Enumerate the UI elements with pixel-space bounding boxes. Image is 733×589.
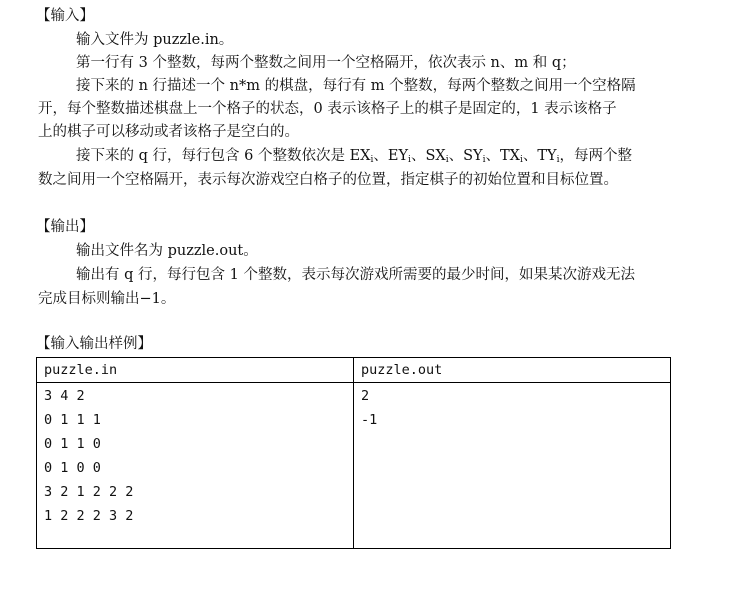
output-file-header: puzzle.out bbox=[354, 358, 671, 383]
para3-suffix: ，每两个整 bbox=[559, 148, 633, 164]
var-ty: $TY_i$ bbox=[537, 148, 560, 165]
output-para1-line2: 完成目标则输出−1。 bbox=[38, 291, 176, 307]
sample-input-line: 3 2 1 2 2 2 bbox=[44, 484, 134, 500]
output-para1-line1: 输出有 q 行，每行包含 1 个整数，表示每次游戏所需要的最少时间，如果某次游戏无法 bbox=[76, 267, 635, 283]
input-para2-line2: 开，每个整数描述棋盘上一个格子的状态，0 表示该格子上的棋子是固定的，1 表示该格子 bbox=[38, 101, 617, 117]
input-para3-line1: 接下来的 q 行，每行包含 6 个整数依次是 $EX_i$、$EY_i$、$SX_i$、$SY_i$、$TX_i$、$TY_i$，每两个整 bbox=[76, 148, 633, 165]
var-ey: $EY_i$ bbox=[387, 148, 411, 165]
input-file-header: puzzle.in bbox=[37, 358, 354, 383]
input-file-line: 输入文件为 puzzle.in。 bbox=[76, 32, 234, 48]
sample-output-line: -1 bbox=[361, 412, 378, 428]
para3-prefix: 接下来的 q 行，每行包含 6 个整数依次是 bbox=[76, 148, 350, 164]
sample-output-line: 2 bbox=[361, 388, 370, 404]
sample-input-line: 0 1 1 1 bbox=[44, 412, 101, 428]
sample-input-line: 1 2 2 2 3 2 bbox=[44, 508, 134, 524]
sample-input-line: 0 1 0 0 bbox=[44, 460, 101, 476]
sample-output-cell bbox=[354, 383, 671, 549]
output-heading: 【输出】 bbox=[36, 219, 94, 235]
input-heading: 【输入】 bbox=[36, 8, 94, 24]
var-sy: $SY_i$ bbox=[463, 148, 486, 165]
input-para2-line1: 接下来的 n 行描述一个 n*m 的棋盘，每行有 m 个整数，每两个整数之间用一个空格隔 bbox=[76, 78, 636, 94]
sample-table-body bbox=[37, 383, 671, 549]
input-para2-line3: 上的棋子可以移动或者该格子是空白的。 bbox=[38, 124, 299, 140]
output-file-line: 输出文件名为 puzzle.out。 bbox=[76, 243, 258, 259]
sample-table bbox=[36, 357, 671, 549]
sample-heading: 【输入输出样例】 bbox=[36, 336, 152, 352]
var-ex: $EX_i$ bbox=[349, 148, 374, 165]
sample-input-cell bbox=[37, 383, 354, 549]
var-tx: $TX_i$ bbox=[500, 148, 523, 165]
sample-table-header bbox=[37, 358, 671, 383]
var-sx: $SX_i$ bbox=[425, 148, 449, 165]
sample-input-line: 3 4 2 bbox=[44, 388, 85, 404]
input-para1: 第一行有 3 个整数，每两个整数之间用一个空格隔开，依次表示 n、m 和 q； bbox=[76, 55, 576, 71]
input-para3-line2: 数之间用一个空格隔开，表示每次游戏空白格子的位置，指定棋子的初始位置和目标位置。 bbox=[38, 172, 618, 188]
sample-input-line: 0 1 1 0 bbox=[44, 436, 101, 452]
